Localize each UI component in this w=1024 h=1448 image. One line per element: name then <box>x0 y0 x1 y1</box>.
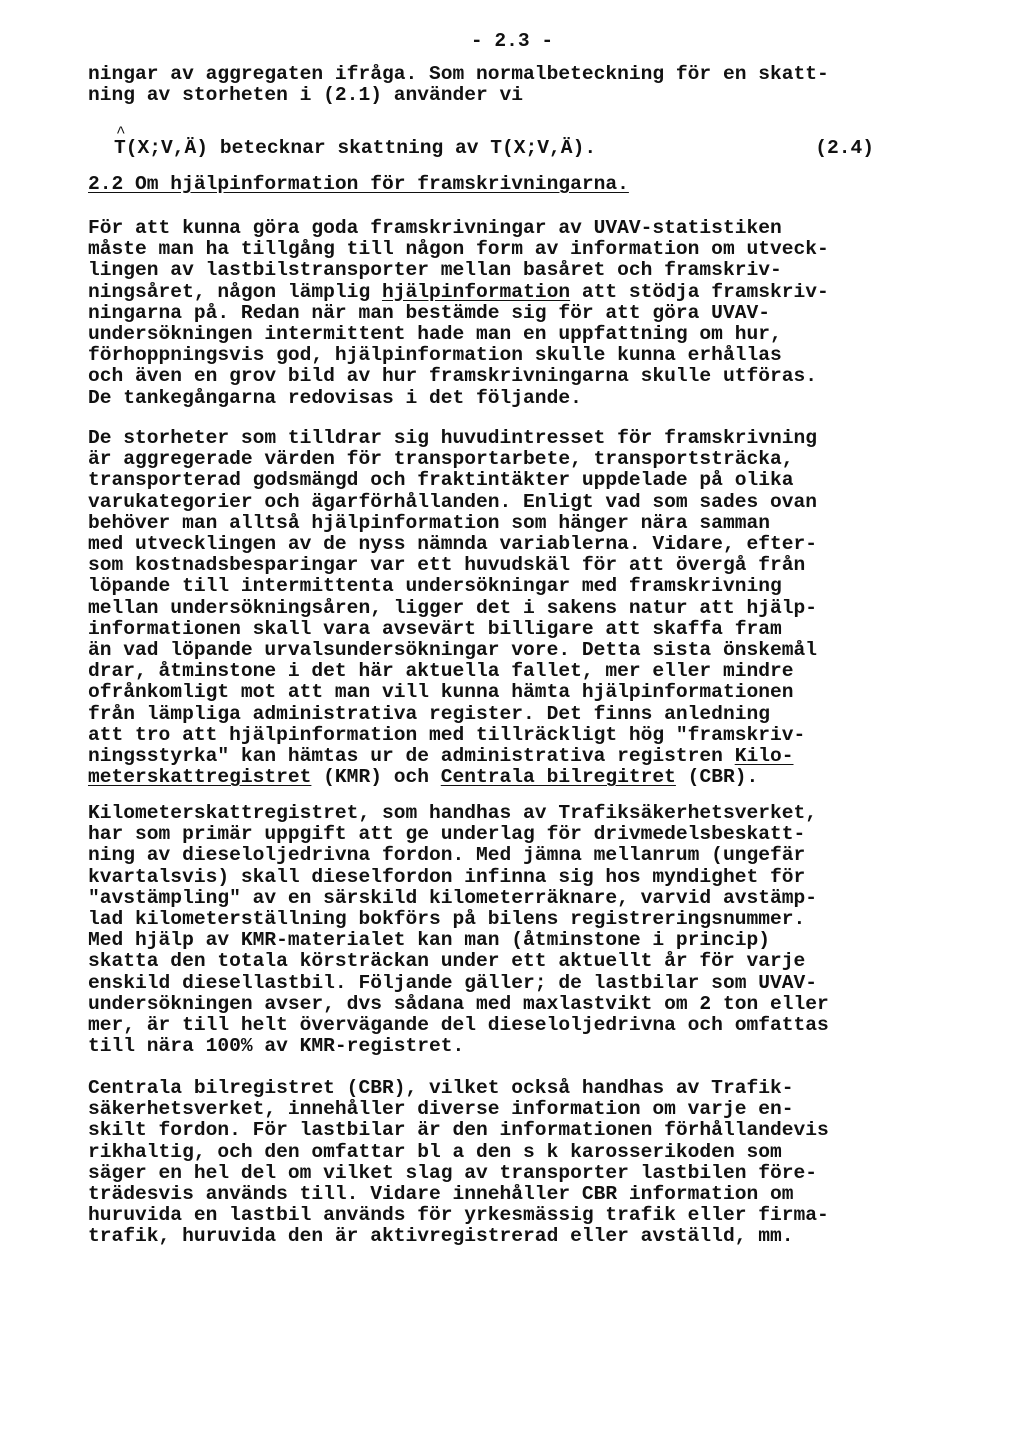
text-line: skilt fordon. För lastbilar är den informationen förhållandevis <box>88 1119 829 1142</box>
text-line: skatta den totala körsträckan under ett aktuellt år för varje <box>88 950 806 973</box>
text-line: Med hjälp av KMR-materialet kan man (åtminstone i princip) <box>88 929 770 952</box>
text-line: säger en hel del om vilket slag av transporter lastbilen före- <box>88 1161 818 1184</box>
hat-accent: ^ <box>116 124 126 142</box>
text-line: trädesvis används till. Vidare innehåller CBR information om <box>88 1183 794 1206</box>
underlined-term: hjälpinformation <box>381 280 571 303</box>
text-line: kvartalsvis) skall dieselfordon infinna sig hos myndighet för <box>88 865 806 888</box>
formula-text: T(X;V,Ä) betecknar skattning av T(X;V,Ä). <box>114 137 597 159</box>
text-line: och även en grov bild av hur framskrivningarna skulle utföras. <box>88 365 818 388</box>
formula-2-4 <box>114 124 874 163</box>
equation-number: (2.4) <box>815 137 874 159</box>
text-line: trafik, huruvida den är aktivregistrerad eller avställd, mm. <box>88 1225 794 1248</box>
text-line: med utvecklingen av de nyss nämnda variablerna. Vidare, efter- <box>88 533 818 556</box>
text-line: mer, är till helt övervägande del dieseloljedrivna och omfattas <box>88 1014 829 1037</box>
text-line: För att kunna göra goda framskrivningar av UVAV-statistiken <box>88 217 782 239</box>
text-line-part: att stödja framskriv- <box>570 280 829 303</box>
text-line: måste man ha tillgång till någon form av information om utveck- <box>88 238 829 261</box>
text-line: transporterad godsmängd och fraktintäkter uppdelade på olika <box>88 469 794 492</box>
text-line: "avstämpling" av en särskild kilometerräknare, varvid avstämp- <box>88 886 818 909</box>
text-line: ning av storheten i (2.1) använder vi <box>88 84 524 107</box>
underlined-term: Kilo- <box>734 745 794 768</box>
text-line: enskild diesellastbil. Följande gäller; de lastbilar som UVAV- <box>88 971 818 994</box>
text-line: säkerhetsverket, innehåller diverse information om varje en- <box>88 1098 794 1121</box>
underlined-term: meterskattregistret <box>88 766 312 789</box>
text-line: drar, åtminstone i det här aktuella fallet, mer eller mindre <box>88 660 794 683</box>
text-line: ofrånkomligt mot att man vill kunna hämta hjälpinformationen <box>88 681 794 704</box>
text-line-part: ningsstyrka" kan hämtas ur de administrativa registren <box>88 745 735 768</box>
paragraph-3 <box>88 803 888 1057</box>
text-line: varukategorier och ägarförhållanden. Enligt vad som sades ovan <box>88 490 818 513</box>
text-line: undersökningen intermittent hade man en uppfattning om hur, <box>88 323 782 346</box>
page-number: - 2.3 - <box>470 30 554 52</box>
text-line: från lämpliga administrativa register. Det finns anledning <box>88 702 770 725</box>
text-line-part: (CBR). <box>675 766 759 789</box>
text-line: undersökningen avser, dvs sådana med maxlastvikt om 2 ton eller <box>88 992 829 1015</box>
text-line: som kostnadsbesparingar var ett huvudskäl för att övergå från <box>88 554 806 577</box>
text-line-part: (KMR) och <box>311 766 441 789</box>
paragraph-4 <box>88 1078 888 1248</box>
text-line: ningarna på. Redan när man bestämde sig för att göra UVAV- <box>88 301 770 324</box>
text-line: ning av dieseloljedrivna fordon. Med jämna mellanrum (ungefär <box>88 844 806 867</box>
text-line: lingen av lastbilstransporter mellan basåret och framskriv- <box>88 259 782 282</box>
text-line: informationen skall vara avsevärt billigare att skaffa fram <box>88 617 782 640</box>
section-heading-text: 2.2 Om hjälpinformation för framskrivningarna. <box>88 173 629 195</box>
text-line: förhoppningsvis god, hjälpinformation skulle kunna erhållas <box>88 344 782 367</box>
text-line: har som primär uppgift att ge underlag för drivmedelsbeskatt- <box>88 823 806 846</box>
text-line: än vad löpande urvalsundersökningar vore. Detta sista önskemål <box>88 639 818 662</box>
text-line: är aggregerade värden för transportarbete, transportsträcka, <box>88 448 794 471</box>
text-line: huruvida en lastbil används för yrkesmässig trafik eller firma- <box>88 1204 829 1227</box>
text-line: De tankegångarna redovisas i det följande. <box>88 386 582 409</box>
underlined-term: Centrala bilregitret <box>440 766 676 789</box>
text-line: Centrala bilregistret (CBR), vilket också handhas av Trafik- <box>88 1077 794 1099</box>
paragraph-1 <box>88 218 888 409</box>
text-line: mellan undersökningsåren, ligger det i sakens natur att hjälp- <box>88 596 818 619</box>
intro-text <box>88 64 888 106</box>
text-line-part: ningsåret, någon lämplig <box>88 280 382 303</box>
section-heading <box>88 173 629 195</box>
text-line: Kilometerskattregistret, som handhas av Trafiksäkerhetsverket, <box>88 802 818 824</box>
text-line: till nära 100% av KMR-registret. <box>88 1035 465 1058</box>
text-line: De storheter som tilldrar sig huvudintresset för framskrivning <box>88 427 818 449</box>
text-line: löpande till intermittenta undersökningar med framskrivning <box>88 575 782 598</box>
text-line: ningar av aggregaten ifråga. Som normalbeteckning för en skatt- <box>88 63 829 85</box>
text-line: att tro att hjälpinformation med tillräckligt hög "framskriv- <box>88 723 806 746</box>
text-line: lad kilometerställning bokförs på bilens registreringsnummer. <box>88 908 806 931</box>
text-line: behöver man alltså hjälpinformation som hänger nära samman <box>88 511 770 534</box>
text-line: rikhaltig, och den omfattar bl a den s k karosserikoden som <box>88 1140 782 1163</box>
formula-expression <box>114 124 597 159</box>
paragraph-2 <box>88 428 888 788</box>
